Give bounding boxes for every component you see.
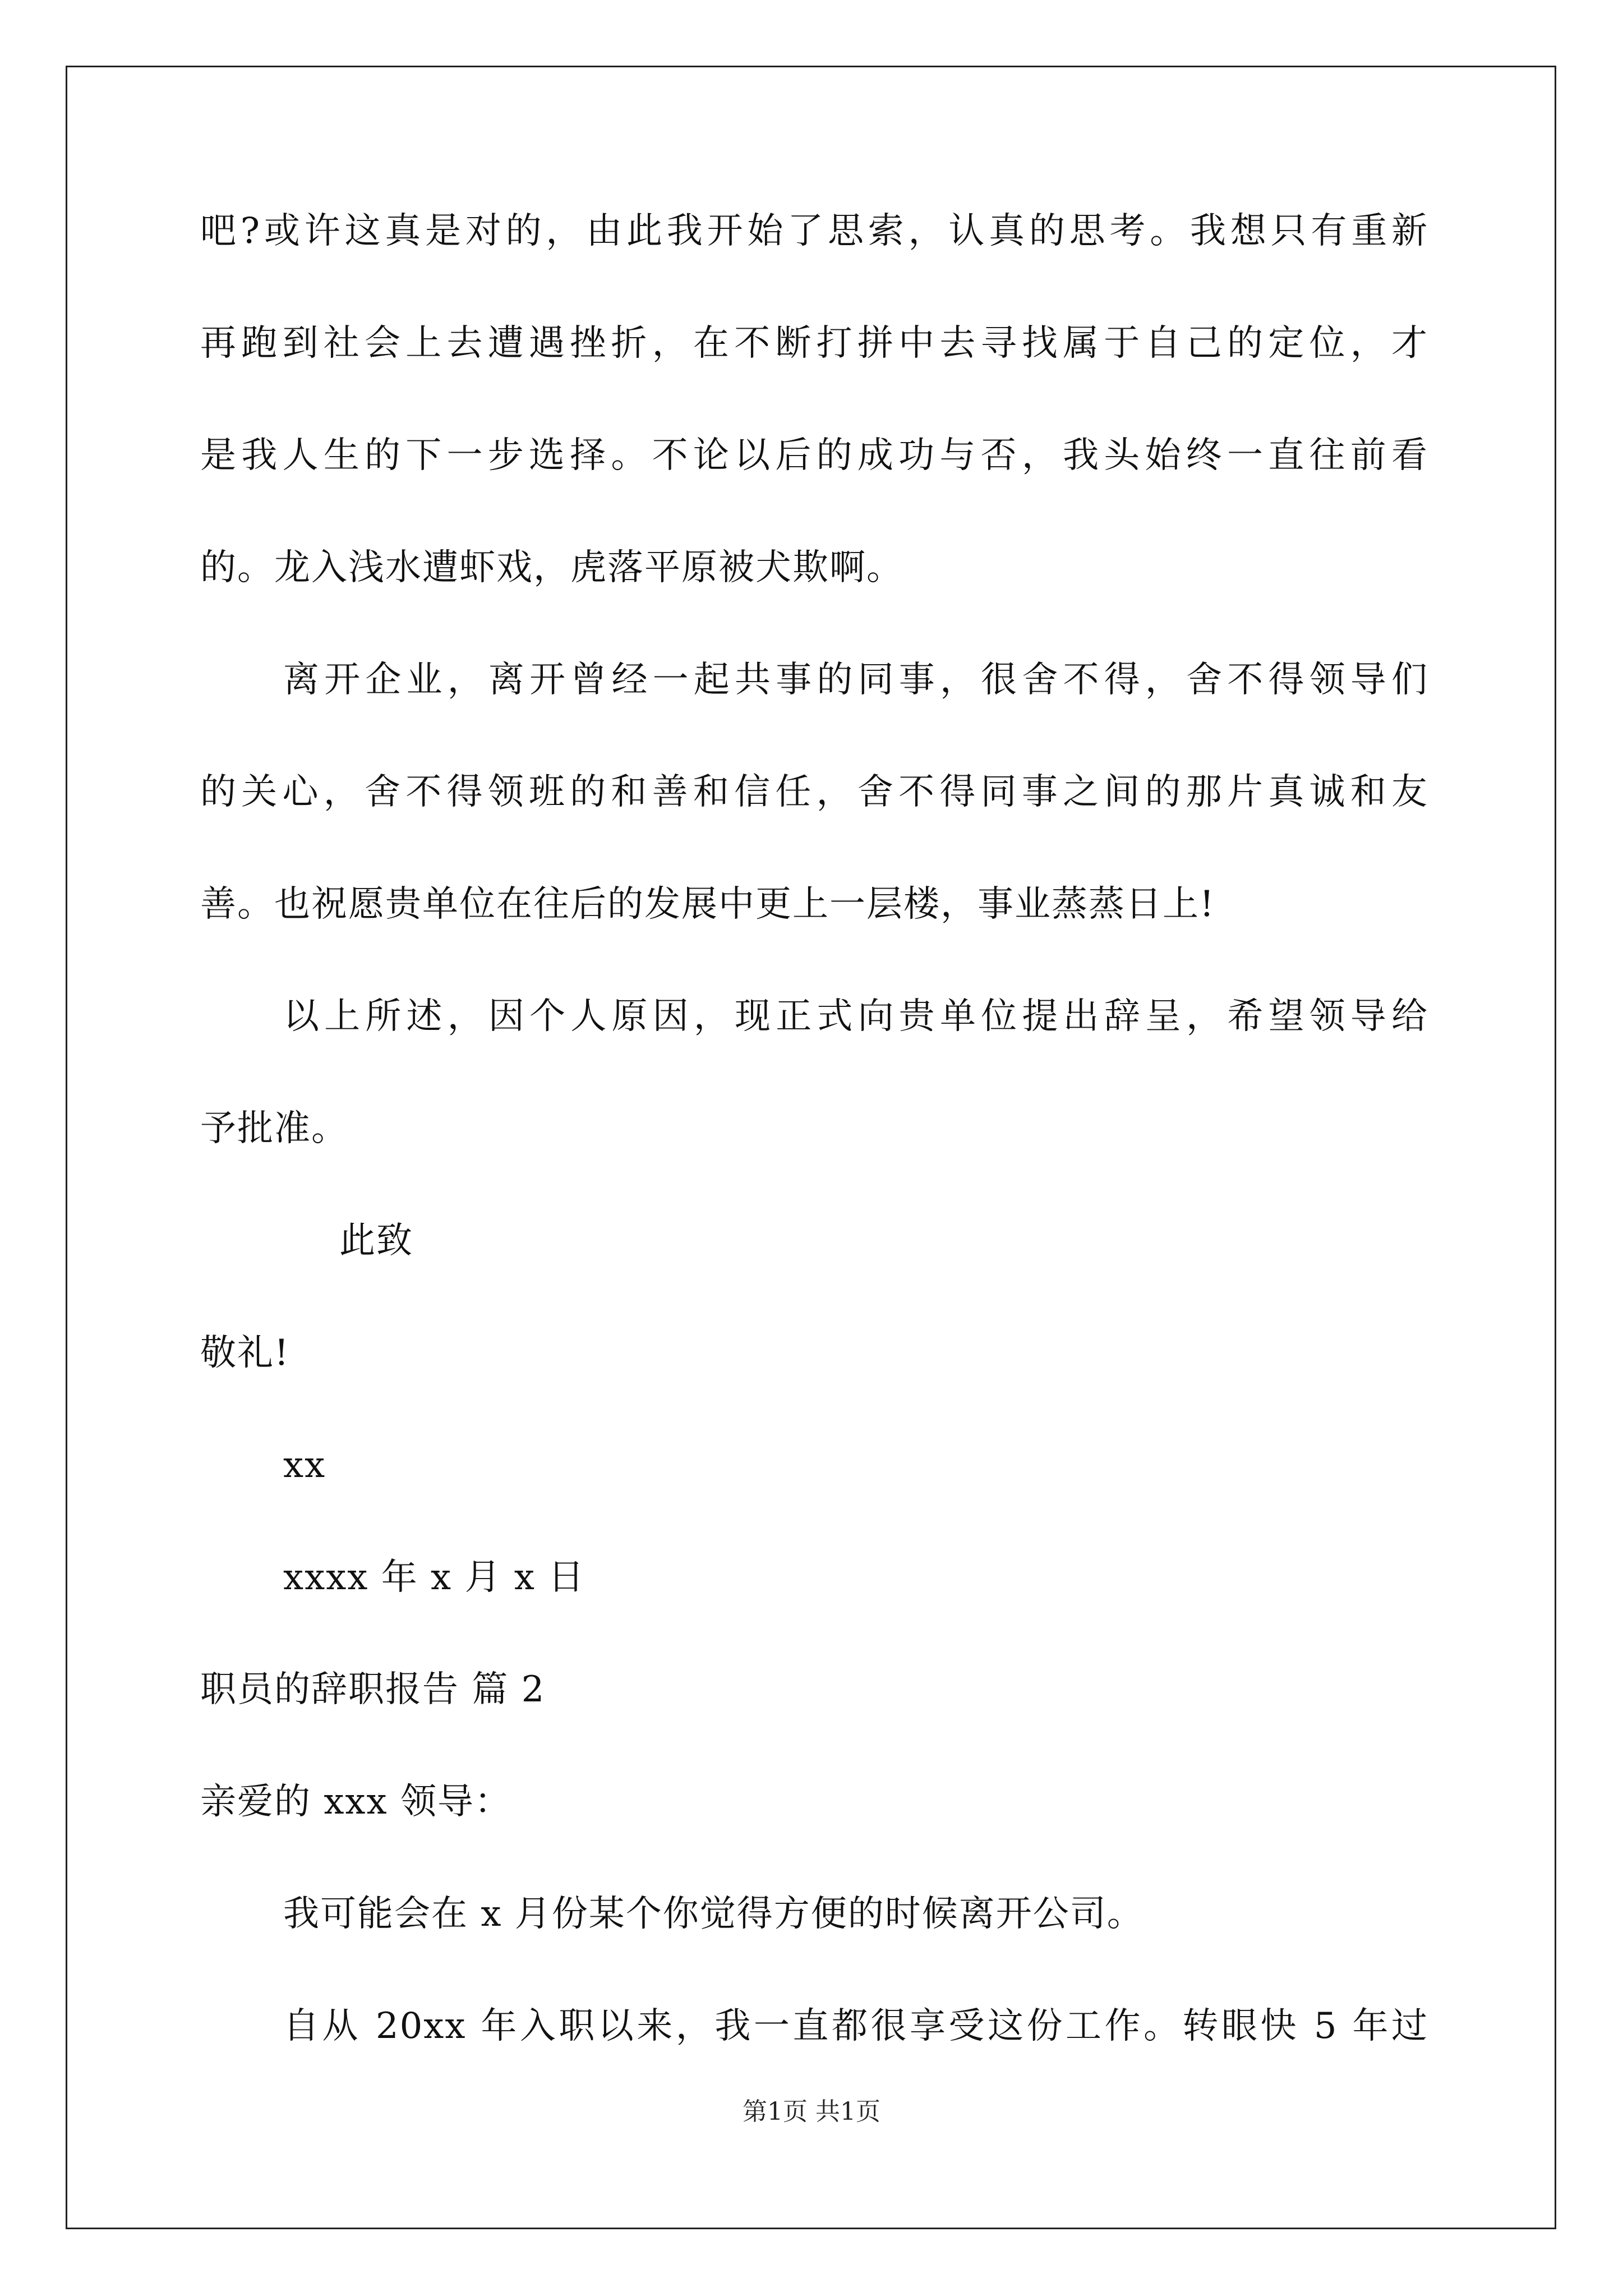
section-heading: 职员的辞职报告 篇 2 xyxy=(200,1669,546,1710)
letter-greeting: 亲爱的 xxx 领导： xyxy=(200,1781,511,1823)
paragraph-line: 离开企业，离开曾经一起共事的同事，很舍不得，舍不得领导们 xyxy=(283,659,1428,701)
paragraph-line: 以上所述，因个人原因，现正式向贵单位提出辞呈，希望领导给 xyxy=(283,996,1428,1037)
paragraph-line: 我可能会在 x 月份某个你觉得方便的时候离开公司。 xyxy=(283,1893,1144,1935)
paragraph-line: 是我人生的下一步选择。不论以后的成功与否，我头始终一直往前看 xyxy=(200,435,1428,476)
closing-salutation: 此致 xyxy=(339,1220,413,1262)
closing-regards: 敬礼! xyxy=(200,1332,290,1374)
page-footer: 第1页 共1页 xyxy=(743,2097,880,2126)
paragraph-line: 自从 20xx 年入职以来，我一直都很享受这份工作。转眼快 5 年过 xyxy=(283,2005,1428,2047)
paragraph-line: 的。龙入浅水遭虾戏，虎落平原被犬欺啊。 xyxy=(200,547,903,588)
signature-name: xx xyxy=(283,1444,326,1486)
paragraph-line: 再跑到社会上去遭遇挫折，在不断打拼中去寻找属于自己的定位，才 xyxy=(200,323,1428,364)
paragraph-line: 的关心，舍不得领班的和善和信任，舍不得同事之间的那片真诚和友 xyxy=(200,771,1428,813)
paragraph-line: 予批准。 xyxy=(200,1108,348,1149)
signature-date: xxxx 年 x 月 x 日 xyxy=(283,1557,585,1598)
paragraph-line: 善。也祝愿贵单位在往后的发展中更上一层楼，事业蒸蒸日上! xyxy=(200,884,1215,925)
paragraph-line: 吧?或许这真是对的，由此我开始了思索，认真的思考。我想只有重新 xyxy=(200,210,1428,252)
